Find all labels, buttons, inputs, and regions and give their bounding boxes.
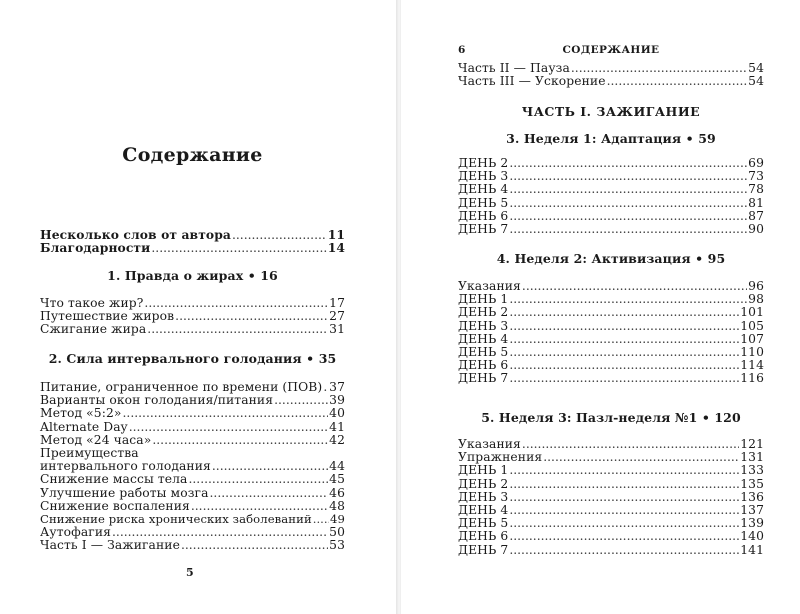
entry-page: 11 <box>327 227 345 242</box>
toc-entry[interactable] <box>458 372 764 385</box>
dot-leader <box>543 451 739 464</box>
entry-title: ДЕНЬ 7 <box>458 371 509 386</box>
entry-title: ДЕНЬ 1 <box>458 292 509 307</box>
entry-page: 69 <box>748 156 764 170</box>
entry-page: 53 <box>329 538 345 553</box>
entry-title: интервального голодания <box>40 459 211 474</box>
entry-page: 42 <box>329 432 345 447</box>
entry-page: 78 <box>748 182 764 197</box>
entry-page: 137 <box>740 502 764 517</box>
continued-list <box>458 62 764 88</box>
entry-page: 17 <box>329 296 345 310</box>
section-heading: 2. Сила интервального голодания • 35 <box>48 351 337 366</box>
page-number: 5 <box>186 566 194 579</box>
entry-title: Часть II — Пауза <box>458 61 570 75</box>
entry-page: 44 <box>329 459 345 474</box>
entry-title: ДЕНЬ 5 <box>458 344 509 359</box>
entry-page: 48 <box>329 498 345 513</box>
entry-title: Часть III — Ускорение <box>458 74 606 89</box>
entry-title: ДЕНЬ 4 <box>458 331 509 346</box>
entry-page: 98 <box>748 292 764 307</box>
dot-leader <box>607 75 748 88</box>
entry-title: ДЕНЬ 1 <box>458 463 509 478</box>
entry-title: ДЕНЬ 3 <box>458 489 509 504</box>
entry-page: 114 <box>740 358 764 373</box>
dot-leader <box>509 306 739 319</box>
entry-title-line1: Преимущества <box>40 445 139 460</box>
dot-leader <box>323 381 328 394</box>
dot-leader <box>509 517 739 530</box>
entry-title: ДЕНЬ 7 <box>458 221 509 236</box>
toc-entry[interactable] <box>458 464 764 477</box>
part-heading: ЧАСТЬ I. ЗАЖИГАНИЕ <box>521 104 701 119</box>
dot-leader <box>509 359 739 372</box>
dot-leader <box>509 197 747 210</box>
entry-page: 14 <box>327 240 345 256</box>
entry-page: 135 <box>740 476 764 491</box>
section5-list <box>458 438 764 557</box>
dot-leader <box>175 310 328 323</box>
entry-title: ДЕНЬ 4 <box>458 502 509 517</box>
entry-title: Упражнения <box>458 450 543 465</box>
entry-title: Указания <box>458 279 521 293</box>
dot-leader <box>509 157 747 170</box>
entry-title: Варианты окон голодания/питания <box>40 393 274 408</box>
entry-page: 49 <box>330 511 345 526</box>
entry-page: 87 <box>748 208 764 223</box>
entry-title: ДЕНЬ 6 <box>458 358 509 373</box>
dot-leader <box>151 242 326 255</box>
dot-leader <box>232 229 327 242</box>
entry-page: 45 <box>329 472 345 487</box>
entry-title: Что такое жир? <box>40 296 144 310</box>
dot-leader <box>191 500 328 513</box>
entry-title: Метод «24 часа» <box>40 432 152 447</box>
intro-list <box>40 228 345 254</box>
toc-entry[interactable] <box>40 407 345 420</box>
toc-entry[interactable] <box>458 320 764 333</box>
entry-page: 140 <box>740 529 764 544</box>
dot-leader <box>509 320 739 333</box>
dot-leader <box>212 460 328 473</box>
entry-title: ДЕНЬ 3 <box>458 169 509 184</box>
entry-title: Часть I — Зажигание <box>40 538 180 553</box>
entry-title: ДЕНЬ 2 <box>458 476 509 491</box>
entry-title: ДЕНЬ 3 <box>458 318 509 333</box>
entry-title: ДЕНЬ 6 <box>458 208 509 223</box>
entry-title: Аутофагия <box>40 525 112 540</box>
entry-title: Питание, ограниченное по времени (ПОВ) <box>40 380 323 394</box>
entry-page: 101 <box>740 305 764 320</box>
entry-page: 96 <box>748 279 764 293</box>
dot-leader <box>509 346 739 359</box>
dot-leader <box>181 539 328 552</box>
entry-title: Благодарности <box>40 240 151 256</box>
entry-title: Улучшение работы мозга <box>40 485 209 500</box>
toc-entry[interactable] <box>40 539 345 552</box>
entry-page: 46 <box>329 485 345 500</box>
dot-leader <box>509 333 739 346</box>
entry-title: ДЕНЬ 7 <box>458 542 509 557</box>
entry-title: ДЕНЬ 4 <box>458 182 509 197</box>
entry-page: 131 <box>740 450 764 465</box>
toc-entry[interactable] <box>458 333 764 346</box>
dot-leader <box>509 223 747 236</box>
dot-leader <box>147 323 328 336</box>
entry-title: Указания <box>458 437 521 451</box>
entry-title: ДЕНЬ 2 <box>458 156 509 170</box>
left-page <box>0 0 398 614</box>
toc-entry[interactable] <box>458 306 764 319</box>
dot-leader <box>509 544 739 557</box>
entry-page: 110 <box>740 344 764 359</box>
dot-leader <box>509 372 739 385</box>
dot-leader <box>522 438 739 451</box>
toc-entry[interactable] <box>458 530 764 543</box>
entry-title: Сжигание жира <box>40 322 147 337</box>
section4-list <box>458 280 764 386</box>
entry-title: Метод «5:2» <box>40 406 122 421</box>
entry-page: 116 <box>740 371 764 386</box>
entry-page: 31 <box>329 322 345 337</box>
dot-leader <box>313 513 329 526</box>
dot-leader <box>522 280 747 293</box>
dot-leader <box>210 487 329 500</box>
toc-entry[interactable] <box>458 544 764 557</box>
entry-title: ДЕНЬ 5 <box>458 195 509 210</box>
entry-page: 81 <box>748 195 764 210</box>
dot-leader <box>274 394 328 407</box>
section2-list <box>40 381 345 552</box>
toc-entry[interactable] <box>458 491 764 504</box>
toc-entry[interactable] <box>40 434 345 447</box>
entry-title: Путешествие жиров <box>40 309 175 324</box>
dot-leader <box>509 478 739 491</box>
toc-entry[interactable] <box>40 421 345 434</box>
entry-page: 54 <box>748 74 764 89</box>
entry-page: 141 <box>740 542 764 557</box>
entry-page: 105 <box>740 318 764 333</box>
entry-page: 107 <box>740 331 764 346</box>
entry-title: Снижение массы тела <box>40 472 188 487</box>
entry-title: Несколько слов от автора <box>40 227 231 242</box>
entry-title: Alternate Day <box>40 419 128 434</box>
entry-page: 41 <box>329 419 345 434</box>
toc-entry[interactable] <box>40 323 345 336</box>
dot-leader <box>509 183 747 196</box>
entry-page: 73 <box>748 169 764 184</box>
section3-list <box>458 157 764 236</box>
toc-entry[interactable] <box>458 197 764 210</box>
dot-leader <box>509 504 739 517</box>
section-heading: 5. Неделя 3: Пазл-неделя №1 • 120 <box>481 410 741 425</box>
dot-leader <box>509 293 747 306</box>
section1-list <box>40 297 345 337</box>
toc-entry[interactable] <box>458 223 764 236</box>
entry-page: 136 <box>740 489 764 504</box>
dot-leader <box>509 491 739 504</box>
entry-page: 90 <box>748 221 764 236</box>
dot-leader <box>188 473 328 486</box>
section-heading: 1. Правда о жирах • 16 <box>107 268 278 283</box>
toc-entry[interactable] <box>458 75 764 88</box>
dot-leader <box>509 530 739 543</box>
entry-page: 40 <box>329 406 345 421</box>
entry-page: 139 <box>740 516 764 531</box>
dot-leader <box>129 421 328 434</box>
toc-entry[interactable] <box>458 210 764 223</box>
toc-entry[interactable] <box>458 478 764 491</box>
entry-title: ДЕНЬ 5 <box>458 516 509 531</box>
running-head-title: СОДЕРЖАНИЕ <box>562 44 660 56</box>
toc-entry[interactable] <box>40 473 345 486</box>
section-heading: 4. Неделя 2: Активизация • 95 <box>496 251 726 266</box>
entry-page: 121 <box>740 437 764 451</box>
dot-leader <box>123 407 329 420</box>
dot-leader <box>509 170 747 183</box>
dot-leader <box>152 434 328 447</box>
entry-title: Снижение риска хронических заболеваний <box>40 511 312 526</box>
entry-page: 39 <box>329 393 345 408</box>
toc-title: Содержание <box>122 144 263 166</box>
running-head-page-number: 6 <box>458 44 466 56</box>
section-heading: 3. Неделя 1: Адаптация • 59 <box>506 131 716 146</box>
entry-title: ДЕНЬ 2 <box>458 305 509 320</box>
right-page <box>401 0 800 614</box>
entry-page: 50 <box>329 525 345 540</box>
entry-page: 27 <box>329 309 345 324</box>
entry-title: Снижение воспаления <box>40 498 190 513</box>
dot-leader <box>509 464 739 477</box>
entry-title: ДЕНЬ 6 <box>458 529 509 544</box>
entry-page: 37 <box>329 380 345 394</box>
toc-entry[interactable] <box>40 500 345 513</box>
entry-page: 54 <box>748 61 764 75</box>
entry-page: 133 <box>740 463 764 478</box>
toc-entry[interactable] <box>40 241 345 254</box>
dot-leader <box>509 210 747 223</box>
toc-entry[interactable] <box>458 183 764 196</box>
toc-entry[interactable] <box>40 487 345 500</box>
